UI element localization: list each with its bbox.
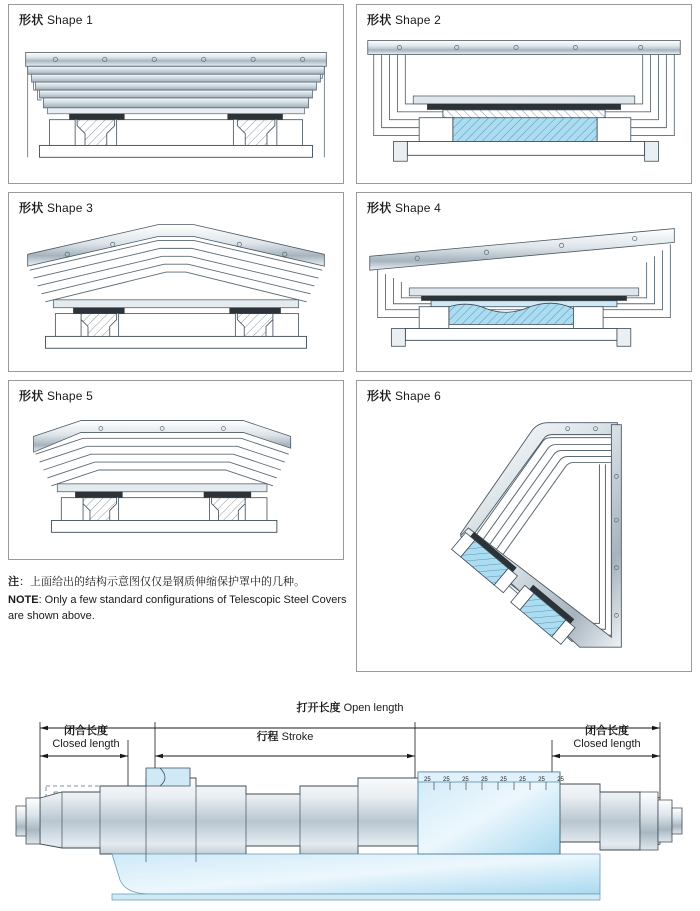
open-length-en: Open length [343,702,404,714]
note-line-cn [8,574,348,590]
segment-mark: 25 [462,777,469,783]
panel-title-cn: 形状 [367,201,392,215]
panel-title-en: Shape 5 [46,389,94,403]
panel-shape-3 [8,192,344,372]
panel-title-en: Shape 6 [394,389,442,403]
closed-left-en: Closed length [52,738,120,750]
diagram-shape-4 [357,193,691,371]
panel-shape-4 [356,192,692,372]
panel-title-cn: 形状 [19,389,44,403]
panel-title-cn: 形状 [19,13,44,27]
panel-shape-5 [8,380,344,560]
segment-mark: 25 [481,777,488,783]
note-line-en [8,592,348,608]
diagram-shape-3 [9,193,343,371]
segment-mark: 25 [424,777,431,783]
note-label-en: NOTE [8,594,39,606]
panel-title-cn: 形状 [19,201,44,215]
stroke-cn: 行程 [256,731,279,743]
closed-right-cn: 闭合长度 [585,725,629,737]
stroke-en: Stroke [281,731,314,743]
panel-shape-1 [8,4,344,184]
diagram-shape-2 [357,5,691,183]
panel-shape-2 [356,4,692,184]
note-text-cn: ：上面给出的结构示意图仅仅是钢质伸缩保护罩中的几种。 [19,576,305,588]
open-length-cn: 打开长度 [296,702,341,714]
segment-mark: 25 [557,777,564,783]
panel-shape-6 [356,380,692,672]
panel-title-cn: 形状 [367,389,392,403]
label-closed-length-right [557,725,657,751]
diagram-shape-1 [9,5,343,183]
panel-title-en: Shape 4 [394,201,442,215]
segment-marks [424,777,564,783]
segment-mark: 25 [538,777,545,783]
diagram-shape-5 [9,381,343,559]
note-block [8,574,348,624]
diagram-shape-6 [357,381,691,671]
panel-title-cn: 形状 [367,13,392,27]
label-stroke [215,731,355,744]
note-label-cn: 注 [8,576,19,588]
label-closed-length-left [36,725,136,751]
panel-title-en: Shape 1 [46,13,94,27]
closed-left-cn: 闭合长度 [64,725,108,737]
segment-mark: 25 [519,777,526,783]
dimension-drawing [0,694,700,906]
label-open-length [280,702,420,715]
panel-title-en: Shape 3 [46,201,94,215]
segment-mark: 25 [443,777,450,783]
panel-title-en: Shape 2 [394,13,442,27]
note-text-en: : Only a few standard configurations of Telescopic Steel Covers [38,594,347,606]
closed-right-en: Closed length [573,738,641,750]
note-line-en-2: are shown above. [8,610,95,622]
segment-mark: 25 [500,777,507,783]
